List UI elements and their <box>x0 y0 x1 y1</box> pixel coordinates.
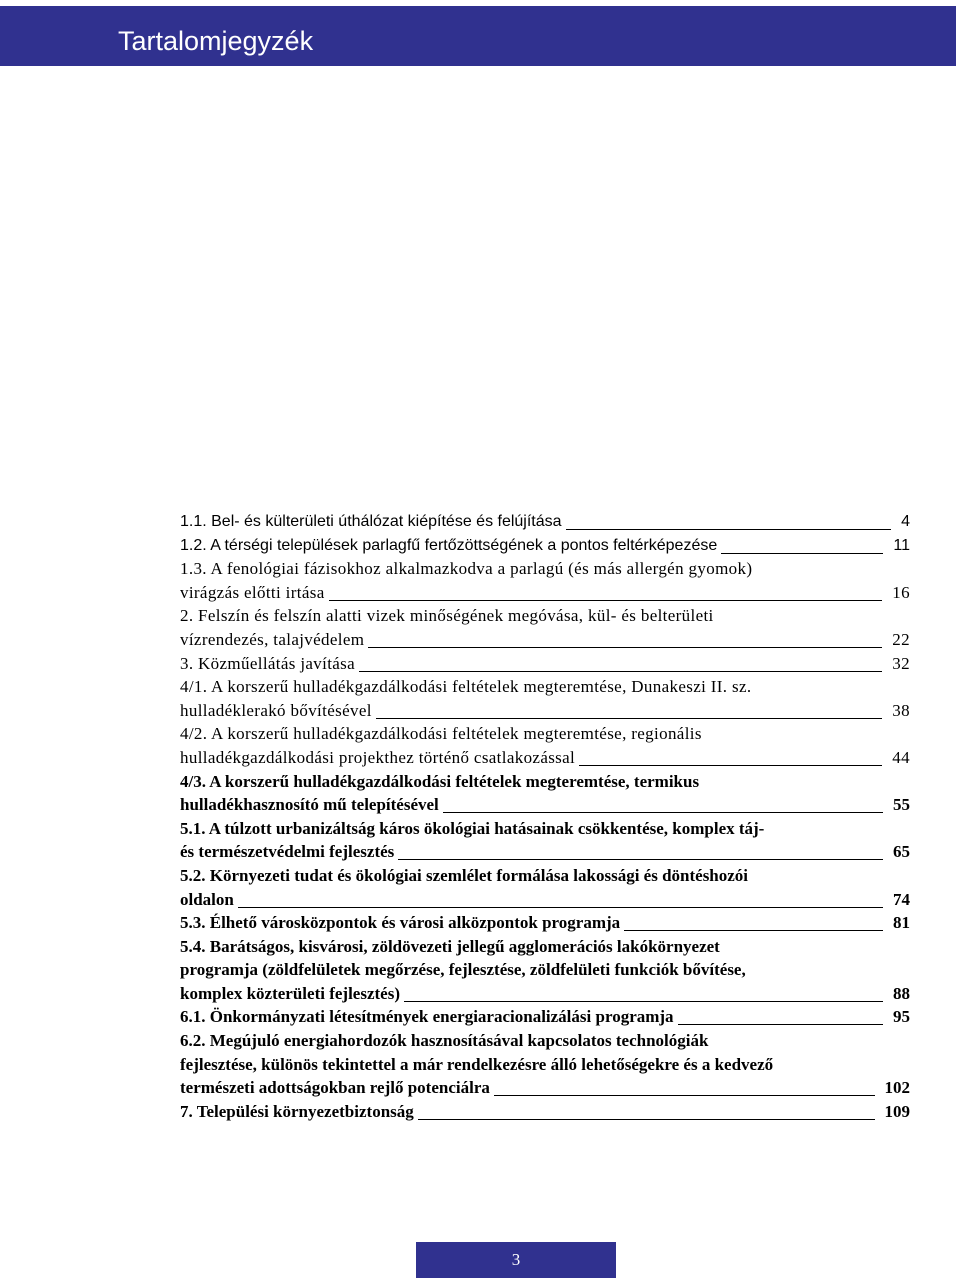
toc-leader-line <box>359 671 882 672</box>
toc-page-number: 74 <box>893 889 910 909</box>
toc-entry-text: 1.2. A térségi települések parlagfű fertőzöttségének a pontos feltérképezése <box>180 536 718 554</box>
toc-page-number: 11 <box>893 536 910 554</box>
toc-entry-line <box>180 817 910 841</box>
page-title: Tartalomjegyzék <box>118 26 314 56</box>
toc-entry[interactable] <box>180 770 910 817</box>
toc-leader-line <box>368 647 882 648</box>
toc-entry-text: hulladékgazdálkodási projekthez történő csatlakozással <box>180 747 576 767</box>
toc-page-number: 109 <box>884 1101 910 1121</box>
toc-leader-line <box>329 600 883 601</box>
toc-entry-text: természeti adottságokban rejlő potenciálra <box>180 1078 490 1098</box>
toc-entry[interactable] <box>180 722 910 769</box>
toc-entry-line <box>180 958 910 982</box>
toc-entry[interactable] <box>180 817 910 864</box>
toc-entry[interactable] <box>180 675 910 722</box>
toc-page-number: 95 <box>893 1007 910 1027</box>
toc-leader-line <box>579 765 882 766</box>
toc-entry-line <box>180 911 910 935</box>
toc-entry-line <box>180 581 910 605</box>
toc-page-number: 16 <box>892 582 910 602</box>
toc-entry-line <box>180 628 910 652</box>
footer-page-box <box>416 1242 616 1278</box>
toc-entry-text: 6.2. Megújuló energiahordozók hasznosításával kapcsolatos technológiák <box>180 1031 709 1051</box>
toc-entry-text: és természetvédelmi fejlesztés <box>180 842 395 862</box>
toc-entry-line <box>180 1029 910 1053</box>
toc-entry-line <box>180 935 910 959</box>
toc-entry-text: vízrendezés, talajvédelem <box>180 629 365 649</box>
toc-leader-line <box>443 812 883 813</box>
toc-entry-line <box>180 1100 910 1124</box>
toc-entry[interactable] <box>180 604 910 651</box>
toc-entry-text: komplex közterületi fejlesztés) <box>180 983 400 1003</box>
toc-leader-line <box>494 1095 875 1096</box>
toc-entry-text: hulladékhasznosító mű telepítésével <box>180 795 439 815</box>
toc-page-number: 102 <box>884 1078 910 1098</box>
toc-entry[interactable] <box>180 864 910 911</box>
toc-page-number: 32 <box>892 653 910 673</box>
toc-entry[interactable] <box>180 1029 910 1100</box>
toc-entry-line <box>180 1076 910 1100</box>
toc-entry-text: 6.1. Önkormányzati létesítmények energiaracionalizálási programja <box>180 1007 674 1027</box>
toc-entry-line <box>180 557 910 581</box>
toc-entry-line <box>180 699 910 723</box>
toc-leader-line <box>566 529 892 530</box>
toc-page-number: 44 <box>892 747 910 767</box>
toc-entry-line <box>180 510 910 534</box>
toc-entry[interactable] <box>180 1005 910 1029</box>
toc-entry-text: 5.2. Környezeti tudat és ökológiai szemlélet formálása lakossági és döntéshozói <box>180 865 749 885</box>
toc-page-number: 81 <box>893 913 910 933</box>
toc-entry[interactable] <box>180 557 910 604</box>
toc-entry-line <box>180 534 910 558</box>
header-bar <box>0 6 956 66</box>
toc-entry[interactable] <box>180 652 910 676</box>
toc-page-number: 55 <box>893 795 910 815</box>
toc-entry-line <box>180 652 910 676</box>
toc-entry-text: 1.3. A fenológiai fázisokhoz alkalmazkodva a parlagú (és más allergén gyomok) <box>180 559 753 579</box>
toc-entry-text: fejlesztése, különös tekintettel a már rendelkezésre álló lehetőségekre és a kedvező <box>180 1054 774 1074</box>
toc-entry[interactable] <box>180 911 910 935</box>
toc-entry-text: oldalon <box>180 889 234 909</box>
toc-entry-text: virágzás előtti irtása <box>180 582 325 602</box>
toc-entry-text: 5.3. Élhető városközpontok és városi alközpontok programja <box>180 913 621 933</box>
toc-entry[interactable] <box>180 1100 910 1124</box>
toc-leader-line <box>376 718 883 719</box>
toc-entry-text: 4/3. A korszerű hulladékgazdálkodási feltételek megteremtése, termikus <box>180 771 700 791</box>
toc-entry-text: programja (zöldfelületek megőrzése, fejlesztése, zöldfelületi funkciók bővítése, <box>180 960 746 980</box>
toc-entry-line <box>180 746 910 770</box>
toc-entry-line <box>180 888 910 912</box>
toc-page-number: 4 <box>901 513 910 530</box>
toc-entry-text: 1.1. Bel- és külterületi úthálózat kiépítése és felújítása <box>180 513 562 530</box>
toc-entry-text: 4/1. A korszerű hulladékgazdálkodási feltételek megteremtése, Dunakeszi II. sz. <box>180 677 752 697</box>
toc-entry-line <box>180 840 910 864</box>
toc-leader-line <box>238 907 883 908</box>
toc-page-number: 38 <box>892 700 910 720</box>
toc-entry-text: 4/2. A korszerű hulladékgazdálkodási feltételek megteremtése, regionális <box>180 724 702 744</box>
toc-entry-text: 3. Közműellátás javítása <box>180 653 356 673</box>
toc-entry-line <box>180 864 910 888</box>
toc-entry[interactable] <box>180 935 910 1006</box>
toc-page-number: 88 <box>893 983 910 1003</box>
toc-entry-text: 5.4. Barátságos, kisvárosi, zöldövezeti jellegű agglomerációs lakókörnyezet <box>180 936 720 956</box>
toc-entry[interactable] <box>180 510 910 534</box>
toc-entry-line <box>180 722 910 746</box>
toc-entry-line <box>180 793 910 817</box>
page-number: 3 <box>511 1250 521 1269</box>
table-of-contents <box>180 510 910 1123</box>
toc-leader-line <box>404 1001 883 1002</box>
toc-entry-text: hulladéklerakó bővítésével <box>180 700 372 720</box>
toc-entry-line <box>180 675 910 699</box>
toc-entry-text: 7. Települési környezetbiztonság <box>180 1101 414 1121</box>
toc-entry-text: 2. Felszín és felszín alatti vizek minőségének megóvása, kül- és belterületi <box>180 606 714 626</box>
toc-leader-line <box>418 1119 875 1120</box>
toc-entry-line <box>180 770 910 794</box>
toc-entry[interactable] <box>180 534 910 558</box>
toc-leader-line <box>721 553 883 554</box>
toc-entry-line <box>180 1053 910 1077</box>
toc-page-number: 65 <box>893 842 910 862</box>
toc-page-number: 22 <box>892 629 910 649</box>
toc-entry-line <box>180 1005 910 1029</box>
toc-leader-line <box>624 930 883 931</box>
toc-leader-line <box>678 1024 883 1025</box>
toc-leader-line <box>398 859 883 860</box>
toc-entry-text: 5.1. A túlzott urbanizáltság káros ökológiai hatásainak csökkentése, komplex táj- <box>180 818 765 838</box>
toc-entry-line <box>180 604 910 628</box>
toc-entry-line <box>180 982 910 1006</box>
